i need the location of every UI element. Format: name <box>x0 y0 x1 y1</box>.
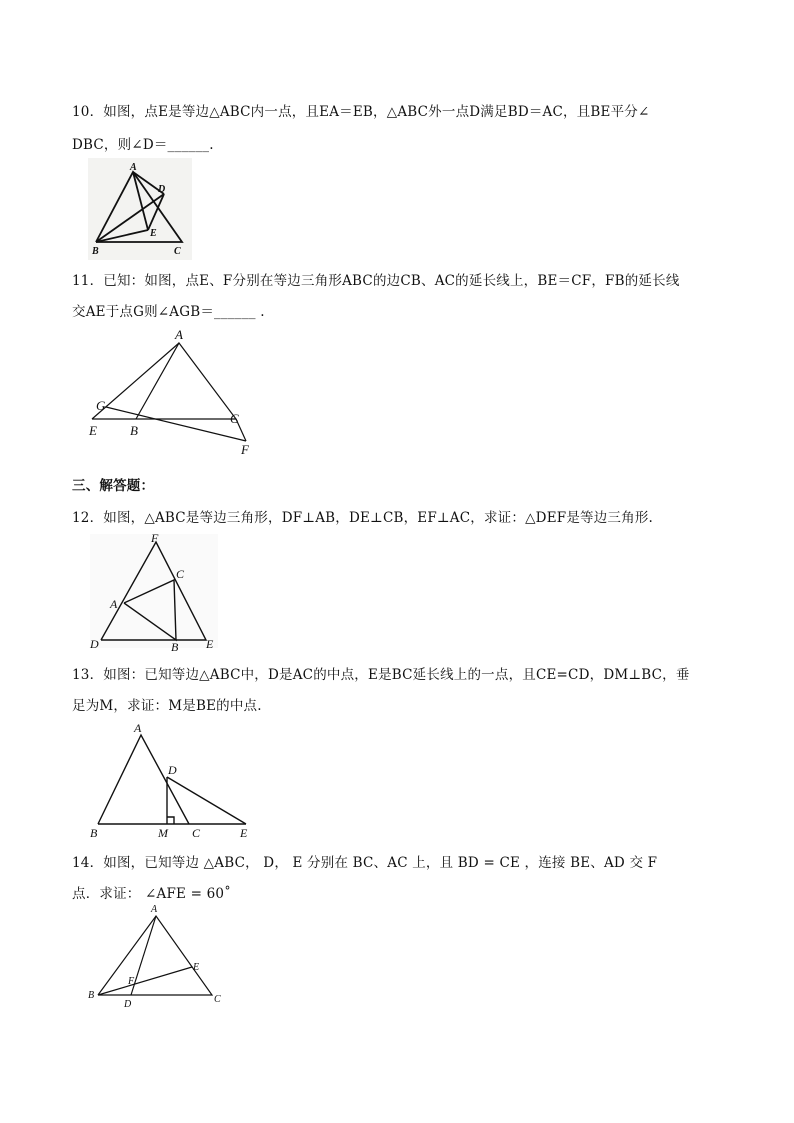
q13-label-e: E <box>240 826 248 840</box>
q11-text-line1: 11．已知：如图，点E、F分别在等边三角形ABC的边CB、AC的延长线上，BE＝CF，FB的延长线 <box>72 273 680 289</box>
q13-text-line1: 13．如图：已知等边△ABC中，D是AC的中点，E是BC延长线上的一点，且CE=CD，DM⊥BC，垂 <box>72 667 690 683</box>
q14-label-c: C <box>214 994 221 1005</box>
q13-label-m: M <box>158 826 168 840</box>
q11-label-g: G <box>96 398 106 413</box>
q13-label-b: B <box>90 826 98 840</box>
q13-right-angle-mark <box>167 817 174 824</box>
q14-figure <box>86 900 232 1012</box>
q10-figure-bg <box>88 158 192 260</box>
q14-text-line2: 点．求证： ∠AFE = 60˚ <box>72 886 232 902</box>
q10-text-line2: DBC，则∠D＝______. <box>72 137 214 153</box>
q12-figure-bg <box>90 534 218 648</box>
q10-label-a: A <box>130 162 137 173</box>
q11-label-a: A <box>175 327 183 342</box>
q14-label-d: D <box>124 999 132 1010</box>
q14-segment-ad <box>131 916 156 995</box>
q12-label-c: C <box>176 567 185 581</box>
q10-label-b: B <box>92 246 99 257</box>
q13-triangle-sides <box>98 735 189 824</box>
q13-segment-de <box>167 777 246 824</box>
q13-label-d: D <box>168 763 177 777</box>
q14-label-a: A <box>151 904 158 915</box>
q14-label-f: F <box>128 976 135 987</box>
q11-segment-gf <box>106 407 246 441</box>
q11-text-line2: 交AE于点G则∠AGB＝______ . <box>72 304 265 320</box>
q11-label-c: C <box>230 411 239 426</box>
q12-label-e: E <box>206 637 214 651</box>
q13-figure <box>86 720 256 842</box>
q13-label-c: C <box>192 826 201 840</box>
q10-figure <box>88 158 192 260</box>
q11-label-e: E <box>89 423 97 438</box>
q14-triangle-abc <box>98 916 212 995</box>
q10-label-c: C <box>174 246 181 257</box>
q11-triangle-abc <box>136 343 236 419</box>
q12-figure <box>86 530 221 652</box>
q14-label-b: B <box>88 990 95 1001</box>
q12-text-line1: 12．如图，△ABC是等边三角形，DF⊥AB，DE⊥CB，EF⊥AC，求证：△DEF是等边三角形. <box>72 510 654 526</box>
q14-segment-be <box>98 967 192 995</box>
q10-label-e: E <box>150 228 157 239</box>
q12-label-f: F <box>151 531 159 545</box>
q11-label-f: F <box>241 442 249 457</box>
q12-label-a: A <box>110 597 118 611</box>
section-heading: 三、解答题： <box>72 478 155 494</box>
q11-label-b: B <box>130 423 138 438</box>
q11-figure <box>86 326 266 460</box>
q14-label-e: E <box>193 962 200 973</box>
q14-text-line1: 14．如图，已知等边 △ABC， D， E 分别在 BC、AC 上，且 BD = CE ，连接 BE、AD 交 F <box>72 855 658 871</box>
q10-label-d: D <box>158 184 166 195</box>
q12-label-d: D <box>90 637 99 651</box>
q10-text-line1: 10．如图，点E是等边△ABC内一点，且EA＝EB，△ABC外一点D满足BD＝AC，且BE平分∠ <box>72 104 650 120</box>
q13-label-a: A <box>134 721 142 735</box>
q13-text-line2: 足为M，求证：M是BE的中点. <box>72 698 262 714</box>
q12-label-b: B <box>171 640 179 652</box>
